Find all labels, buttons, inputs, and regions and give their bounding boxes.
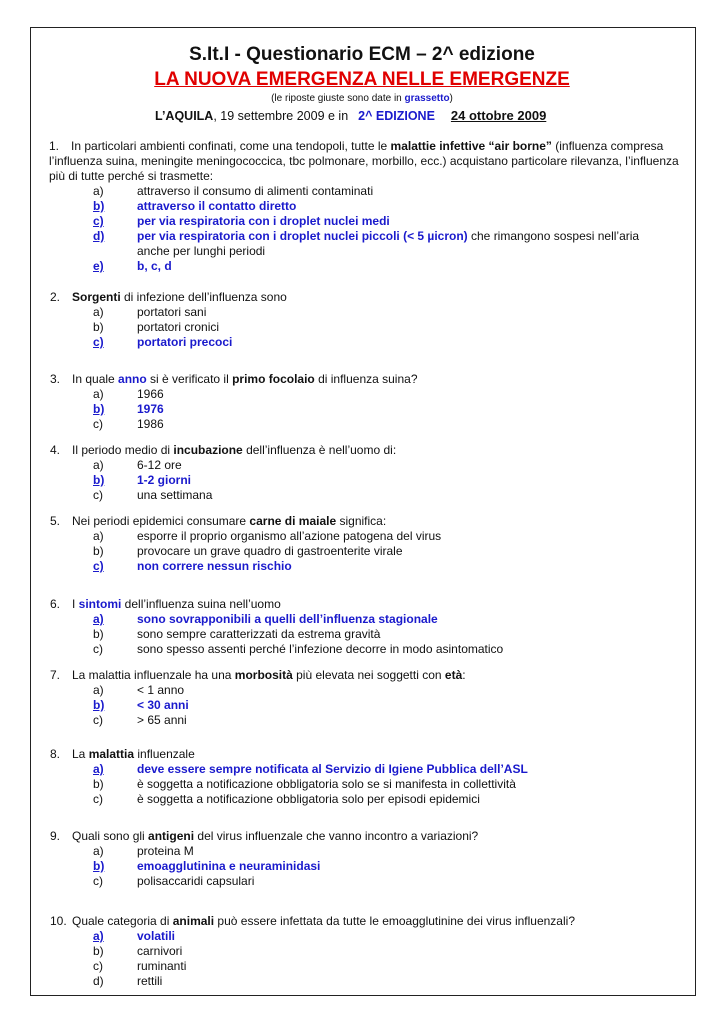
question-5: 5. Nei periodi epidemici consumare carne di maiale significa: a) esporre il proprio organismo all’azione patogena del virus b) provocare un grave quadro di gastroenterite virale c) non correre nessun rischio xyxy=(50,514,690,574)
option-a: a) esporre il proprio organismo all’azione patogena del virus xyxy=(93,529,442,543)
option-b: b) 1-2 giorni xyxy=(93,473,192,487)
option-c: c) polisaccaridi capsulari xyxy=(93,874,255,888)
question-4: 4. Il periodo medio di incubazione dell’influenza è nell’uomo di: a) 6-12 ore b) 1-2 giorni c) una settimana xyxy=(50,443,690,503)
option-a: a) volatili xyxy=(93,929,176,943)
option-b: b) portatori cronici xyxy=(93,320,220,334)
option-b: b) emoagglutinina e neuraminidasi xyxy=(93,859,321,873)
option-d: d) per via respiratoria con i droplet nuclei piccoli (< 5 µicron) che rimangono sospesi nell’aria xyxy=(93,229,640,243)
option-d-continuation: anche per lunghi periodi xyxy=(137,244,266,258)
option-c: c) per via respiratoria con i droplet nuclei medi xyxy=(93,214,390,228)
question-3: 3. In quale anno si è verificato il primo focolaio di influenza suina? a) 1966 b) 1976 c) 1986 xyxy=(50,372,690,432)
option-b: b) < 30 anni xyxy=(93,698,189,712)
option-a: a) portatori sani xyxy=(93,305,207,319)
option-b: b) attraverso il contatto diretto xyxy=(93,199,297,213)
option-a: a) < 1 anno xyxy=(93,683,185,697)
question-8: 8. La malattia influenzale a) deve essere sempre notificata al Servizio di Igiene Pubblica dell’ASL b) è soggetta a notificazione obbligatoria solo se si manifesta in collettività c) è soggetta a notificazione obbligatoria solo per episodi epidemici xyxy=(50,747,690,807)
option-a: a) sono sovrapponibili a quelli dell’influenza stagionale xyxy=(93,612,438,626)
page-subtitle: LA NUOVA EMERGENZA NELLE EMERGENZE xyxy=(154,69,570,90)
option-a: a) attraverso il consumo di alimenti contaminati xyxy=(93,184,374,198)
event-line: L’AQUILA, 19 settembre 2009 e in 2^ EDIZIONE 24 ottobre 2009 xyxy=(155,108,547,123)
answer-note: (le riposte giuste sono date in grassetto) xyxy=(271,93,453,104)
option-a: a) proteina M xyxy=(93,844,194,858)
question-stem: In particolari ambienti confinati, come una tendopoli, tutte le malattie infettive “air borne” (influenza compresa l’influenza suina, meningite meningococcica, tbc polmonare, morbillo, ecc.) acquistano particolare rilevanza, l’influenza più di tutte perché si trasmette: xyxy=(49,139,679,183)
option-a: a) deve essere sempre notificata al Servizio di Igiene Pubblica dell’ASL xyxy=(93,762,528,776)
option-c: c) > 65 anni xyxy=(93,713,187,727)
question-1: 1. In particolari ambienti confinati, come una tendopoli, tutte le malattie infettive “air borne” (influenza compresa l’influenza suina, meningite meningococcica, tbc polmonare, morbillo, ecc.) acquistano particolare rilevanza, l’influenza più di tutte perché si trasmette: a) attraverso il consumo di alimenti contaminati b) attraverso il contatto diretto c) per via respiratoria con i droplet nuclei medi d) per via respiratoria con i droplet nuclei piccoli (< 5 µicron) che rimangono sospesi nell’aria anche per lunghi periodi e) b, c, d xyxy=(50,139,690,274)
option-d: d) rettili xyxy=(93,974,163,988)
question-9: 9. Quali sono gli antigeni del virus influenzale che vanno incontro a variazioni? a) proteina M b) emoagglutinina e neuraminidasi c) polisaccaridi capsulari xyxy=(50,829,690,889)
option-c: c) portatori precoci xyxy=(93,335,233,349)
option-c: c) non correre nessun rischio xyxy=(93,559,292,573)
option-c: c) 1986 xyxy=(93,417,164,431)
option-b: b) è soggetta a notificazione obbligatoria solo se si manifesta in collettività xyxy=(93,777,516,791)
page-title: S.It.I - Questionario ECM – 2^ edizione xyxy=(189,44,535,65)
option-a: a) 1966 xyxy=(93,387,164,401)
option-b: b) 1976 xyxy=(93,402,164,416)
question-6: 6. I sintomi dell’influenza suina nell’uomo a) sono sovrapponibili a quelli dell’influenza stagionale b) sono sempre caratterizzati da estrema gravità c) sono spesso assenti perché l’infezione decorre in modo asintomatico xyxy=(50,597,690,657)
question-7: 7. La malattia influenzale ha una morbosità più elevata nei soggetti con età: a) < 1 anno b) < 30 anni c) > 65 anni xyxy=(50,668,690,728)
option-c: c) è soggetta a notificazione obbligatoria solo per episodi epidemici xyxy=(93,792,480,806)
option-b: b) carnivori xyxy=(93,944,183,958)
option-c: c) sono spesso assenti perché l’infezione decorre in modo asintomatico xyxy=(93,642,504,656)
option-b: b) sono sempre caratterizzati da estrema gravità xyxy=(93,627,381,641)
option-e: e) b, c, d xyxy=(93,259,172,273)
option-c: c) una settimana xyxy=(93,488,213,502)
option-a: a) 6-12 ore xyxy=(93,458,182,472)
question-2: 2. Sorgenti di infezione dell’influenza sono a) portatori sani b) portatori cronici c) portatori precoci xyxy=(50,290,690,350)
question-10: 10. Quale categoria di animali può essere infettata da tutte le emoagglutinine dei virus influenzali? a) volatili b) carnivori c) ruminanti d) rettili xyxy=(50,914,690,989)
option-c: c) ruminanti xyxy=(93,959,187,973)
option-b: b) provocare un grave quadro di gastroenterite virale xyxy=(93,544,403,558)
